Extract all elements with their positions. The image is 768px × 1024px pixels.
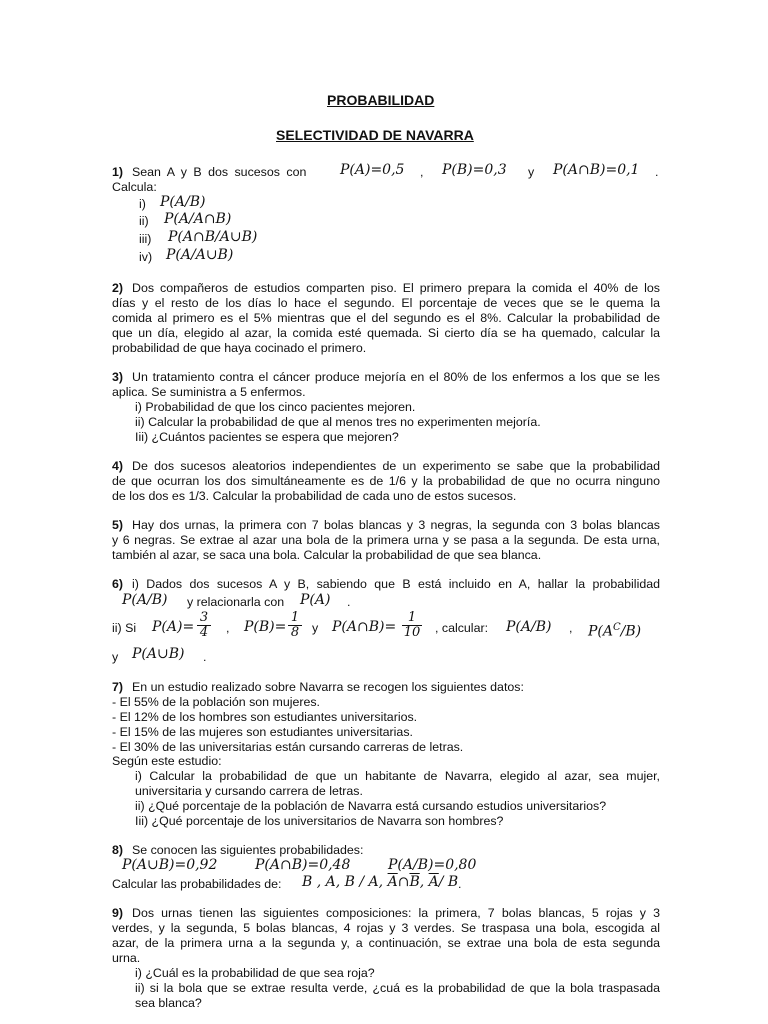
problem-1-item-expr: P(A∩B/A∪B) [168,229,258,245]
problem-9-line: Dos urnas tienen las siguientes composiciones: la primera, 7 bolas blancas, 5 rojas y 3 [132,906,660,920]
problem-6-number: 6) [112,577,124,591]
problem-8-m2: P(A∩B)=0,48 [255,857,351,873]
fraction-numerator: 1 [407,610,417,625]
fraction-numerator: 3 [199,610,209,625]
problem-6-calc: , calcular: [435,621,489,635]
problem-1-pa: P(A)=0,5 [340,162,405,178]
problem-8-end: . [458,877,462,891]
fraction-one-tenth [402,611,422,640]
problem-6-end1: . [347,595,351,609]
problem-3-line: aplica. Se suministra a 5 enfermos. [112,385,306,399]
problem-1-sep1: , [420,165,424,179]
c2-b: /B) [620,623,642,640]
result-not-a-2: $\overline{A}$ [428,874,439,890]
problem-1-end: . [655,165,659,179]
problem-3-item: Iii) ¿Cuántos pacientes se espera que mejoren? [135,430,399,444]
problem-3-number: 3) [112,370,124,384]
problem-4-line: de que ocurran los dos simultáneamente es de 1/6 y la probabilidad de que no ocurra ninguno [112,474,660,488]
problem-7-segun: Según este estudio: [112,754,222,768]
fraction-one-eighth [288,611,302,640]
problem-3-item: i) Probabilidad de que los cinco pacientes mejoren. [135,400,416,414]
problem-6-pb-lhs: P(B)= [244,619,287,635]
problem-4-line: De dos sucesos aleatorios independientes de un experimento se sabe que la probabilidad [132,459,660,473]
problem-6-end2: . [203,650,207,664]
problem-6-line: i) Dados dos sucesos A y B, sabiendo que B está incluido en A, hallar la probabilidad [132,577,660,591]
result-comma: , [419,874,425,890]
problem-1-number: 1) [112,165,124,179]
problem-7-data: - El 30% de las universitarias están cursando carreras de letras. [112,740,464,754]
c2-sup: C [613,622,621,633]
problem-7-item: universitaria y cursando carrera de letras. [135,784,363,798]
result-given-b: / B [438,874,459,890]
fraction-three-quarters [197,611,211,640]
problem-1-item-label: ii) [139,214,149,228]
problem-7-item: i) Calcular la probabilidad de que un habitante de Navarra, elegido al azar, sea mujer, [135,769,660,783]
problem-5-line: también al azar, se saca una bola. Calcular la probabilidad de que sea blanca. [112,548,542,562]
problem-1-item-label: i) [139,197,146,211]
problem-1-pb: P(B)=0,3 [442,162,507,178]
problem-9-last-line: urna. [112,951,141,965]
problem-2-line: probabilidad de que haya cocinado el primero. [112,341,367,355]
problem-5-line: y 6 negras. Se extrae al azar una bola de la primera urna y se pasa a la segunda. De esta urna, [112,533,660,547]
problem-8-m1: P(A∪B)=0,92 [122,857,218,873]
fraction-denominator: 8 [290,625,300,640]
problem-5-number: 5) [112,518,124,532]
problem-4-line: de los dos es 1/3. Calcular la probabilidad de cada uno de estos sucesos. [112,489,517,503]
problem-1-sep2: y [528,165,535,179]
problem-9-line: azar, de la primera urna a la segunda y, a continuación, se extrae una bola de esta segunda [112,936,660,950]
problem-2-number: 2) [112,281,124,295]
result-not-a: $\overline{A}$ [387,874,398,890]
problem-6-c2 [588,620,641,640]
problem-1-pab: P(A∩B)=0,1 [553,162,640,178]
problem-7-data: - El 12% de los hombres son estudiantes universitarios. [112,710,418,724]
problem-2-line: comida al primero es el 5% mientras que el del segundo es el 8%. Calcular la probabilidad de [112,311,660,325]
problem-6-pab: P(A/B) [122,592,168,608]
problem-6-pa-lhs: P(A)= [152,619,195,635]
problem-6-c1: P(A/B) [506,619,552,635]
problem-8-calc: Calcular las probabilidades de: [112,877,282,891]
problem-3-line: Un tratamiento contra el cáncer produce mejoría en el 80% de los enfermos a los que se les [132,370,660,384]
fraction-numerator: 1 [290,610,300,625]
problem-2-line: Dos compañeros de estudios comparten piso. El primero prepara la comida el 40% de los [132,281,660,295]
problem-1-item-expr: P(A/B) [160,194,206,210]
problem-6-y: y [112,650,119,664]
result-not-b: $\overline{B}$ [409,874,420,890]
problem-6-sep2: y [312,621,319,635]
result-a: B , A, B / A, [302,874,384,890]
problem-2-line: que un día, elegido al azar, la comida esté quemada. Si cierto día se ha quemado, calcular la [112,326,660,340]
problem-6-c3: P(A∪B) [132,646,185,662]
problem-7-number: 7) [112,680,124,694]
problem-1-item-expr: P(A/A∩B) [164,211,232,227]
fraction-denominator: 10 [403,625,421,640]
problem-7-intro: En un estudio realizado sobre Navarra se recogen los siguientes datos: [132,680,524,694]
problem-1-item-label: iii) [139,232,152,246]
result-cap: ∩ [397,874,410,890]
problem-6-pa: P(A) [300,592,331,608]
problem-6-sep3: , [569,621,573,635]
problem-7-item: ii) ¿Qué porcentaje de la población de Navarra está cursando estudios universitarios? [135,799,607,813]
problem-6-sep1: , [226,621,230,635]
problem-7-item: Iii) ¿Qué porcentaje de los universitarios de Navarra son hombres? [135,814,504,828]
problem-1-item-expr: P(A/A∪B) [166,247,234,263]
problem-9-item: sea blanca? [135,996,202,1010]
problem-3-item: ii) Calcular la probabilidad de que al menos tres no experimenten mejoría. [135,415,541,429]
problem-6-ii-label: ii) Si [112,621,137,635]
problem-8-results [302,875,458,890]
c2-a: P(A [588,623,613,640]
problem-1-item-label: iv) [139,250,153,264]
problem-2-line: días y el resto de los días lo hace el segundo. El porcentaje de veces que se le quema la [112,296,660,310]
problem-1-calcula: Calcula: [112,180,157,194]
document-subtitle: SELECTIVIDAD DE NAVARRA [276,127,474,143]
problem-8-m3: P(A/B)=0,80 [388,857,477,873]
problem-7-data: - El 15% de las mujeres son estudiantes universitarias. [112,725,413,739]
problem-8-intro: Se conocen las siguientes probabilidades: [132,843,364,857]
problem-1-text: Sean A y B dos sucesos con [132,165,307,179]
problem-9-line: verdes, y la segunda, 5 bolas blancas, 4 rojas y 3 verdes. Se traspasa una bola, escogida al [112,921,660,935]
problem-9-item: ii) si la bola que se extrae resulta verde, ¿cuá es la probabilidad de que la bola traspasada [135,981,660,995]
problem-6-relation: y relacionarla con [187,595,285,609]
problem-7-data: - El 55% de la población son mujeres. [112,695,321,709]
problem-6-pab-lhs: P(A∩B)= [332,619,397,635]
problem-9-item: i) ¿Cuál es la probabilidad de que sea roja? [135,966,375,980]
document-title: PROBABILIDAD [327,92,435,108]
problem-9-number: 9) [112,906,124,920]
fraction-denominator: 4 [199,625,209,640]
problem-8-number: 8) [112,843,124,857]
problem-5-line: Hay dos urnas, la primera con 7 bolas blancas y 3 negras, la segunda con 3 bolas blancas [132,518,660,532]
problem-4-number: 4) [112,459,124,473]
